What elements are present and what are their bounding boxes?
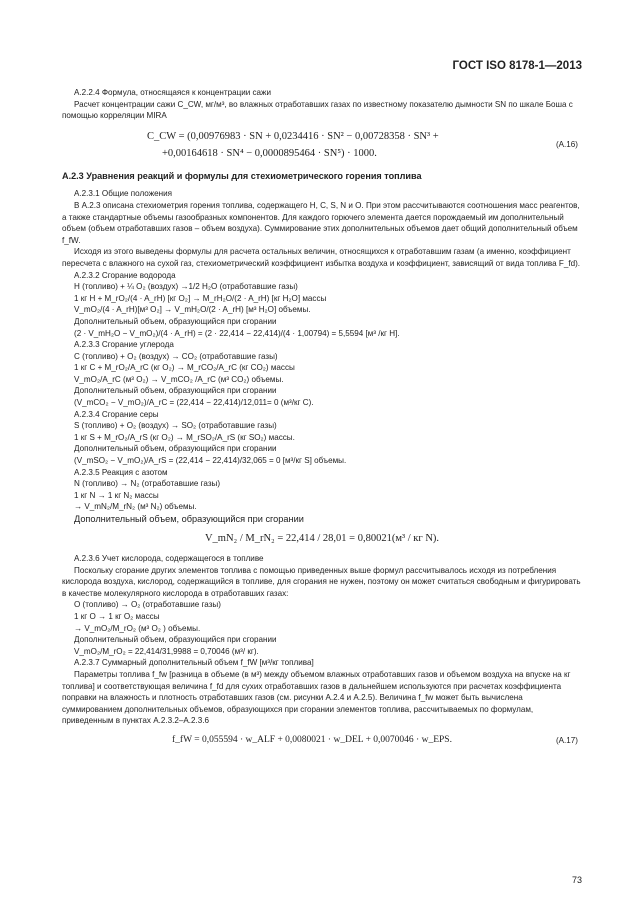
equation-line: 1 кг S + M_rO₂/A_rS (кг O₂) → M_rSO₂/A_rS (кг SO₂) массы. bbox=[74, 432, 295, 442]
paragraph: Расчет концентрации сажи C_CW, мг/м³, во влажных отработавших газах по известному показателю дымности SN по шкале Боша с помощью корреляции MIRA bbox=[62, 99, 573, 121]
equation-line: 1 кг H + M_rO₂/(4 · A_rH) [кг O₂] → M_rH₂O/(2 · A_rH) [кг H₂O] массы bbox=[74, 293, 327, 303]
subsection-title: A.2.3.7 Суммарный дополнительный объем f_fW [м³/кг топлива] bbox=[74, 658, 314, 668]
equation-line: → V_mO₂/M_rO₂ (м³ O₂ ) объемы. bbox=[74, 623, 201, 633]
paragraph: Параметры топлива f_fw [разница в объеме (в м³) между объемом влажных отработавших газов и объемом воздуха на впуске на кг топлива] и соответствующая величина f_fd для сухих отработавших газов в дальнейшем используются при расчетах коэффициента поправки на влажность и плотность отработавших газов (см. рисунки A.2.4 и A.2.5). Величина f_fw может быть вычислена суммированием дополнительных объемов, образующихся при сгорании элементов топлива, рассчитываемых по формулам, приведенным в пунктах A.2.3.2–A.2.3.6 bbox=[62, 669, 571, 726]
subsection-title: A.2.3.6 Учет кислорода, содержащегося в топливе bbox=[74, 554, 264, 563]
text-line: Дополнительный объем, образующийся при сгорании bbox=[74, 635, 277, 645]
page-number: 73 bbox=[571, 875, 582, 885]
equation-line: O (топливо) → O₂ (отработавшие газы) bbox=[74, 600, 221, 610]
text-line: Дополнительный объем, образующийся при сгорании bbox=[74, 386, 277, 396]
formula-ref: (A.16) bbox=[555, 139, 578, 149]
equation-line: C (топливо) + O₂ (воздух) → CO₂ (отработавшие газы) bbox=[74, 351, 278, 361]
formula-line: C_CW = (0,00976983 · SN + 0,0234416 · SN² − 0,00728358 · SN³ + bbox=[147, 130, 439, 142]
formula-a17 bbox=[62, 732, 582, 749]
subsection-title: A.2.3.5 Реакция с азотом bbox=[74, 467, 168, 477]
equation-line: S (топливо) + O₂ (воздух) → SO₂ (отработавшие газы) bbox=[74, 421, 277, 431]
formula-a16 bbox=[62, 128, 582, 162]
section-title: A.2.3 Уравнения реакций и формулы для стехиометрического горения топлива bbox=[62, 170, 422, 181]
equation-line: (V_mCO₂ − V_mO₂)/A_rC = (22,414 − 22,414)/12,011= 0 (м³/кг C). bbox=[74, 398, 314, 408]
equation-line: V_mO₂/(4 · A_rH)[м³ O₂] → V_mH₂O/(2 · A_rH) [м³ H₂O] объемы. bbox=[74, 305, 311, 315]
formula-nitrogen: V_mN₂ / M_rN₂ = 22,414 / 28,01 = 0,80021(м³ / кг N). bbox=[204, 533, 440, 544]
equation-line: V_mO₂/M_rO₂ = 22,414/31,9988 = 0,70046 (м³/ кг). bbox=[74, 646, 259, 656]
formula-line: +0,00164618 · SN⁴ − 0,0000895464 · SN⁵) · 1000. bbox=[162, 147, 377, 159]
equation-line: → V_mN₂/M_rN₂ (м³ N₂) объемы. bbox=[74, 502, 197, 512]
subsection-title: A.2.3.1 Общие положения bbox=[74, 189, 172, 199]
equation-line: 1 кг O → 1 кг O₂ массы bbox=[74, 611, 160, 621]
formula-line: f_fW = 0,055594 · w_ALF + 0,0080021 · w_DEL + 0,0070046 · w_EPS. bbox=[172, 734, 452, 745]
paragraph: В A.2.3 описана стехиометрия горения топлива, содержащего H, C, S, N и O. При этом рассчитываются соотношения масс реагентов, а также стандартные объемы газообразных компонентов. Для каждого горючего элемента дается порождаемый им дополнительный объем (объем отработавших газов – объем воздуха). Суммирование этих дополнительных объемов дает общий дополнительный объем f_fW. bbox=[62, 200, 580, 245]
page-body bbox=[62, 87, 582, 749]
equation-line: 1 кг C + M_rO₂/A_rC (кг O₂) → M_rCO₂/A_rC (кг CO₂) массы bbox=[74, 363, 295, 373]
equation-line: H (топливо) + ¼ O₂ (воздух) →1/2 H₂O (отработавшие газы) bbox=[74, 282, 298, 292]
subsection-title: A.2.3.3 Сгорание углерода bbox=[74, 340, 174, 350]
paragraph: Исходя из этого выведены формулы для расчета остальных величин, относящихся к отработавшим газам (а именно, коэффициент пересчета с влажного на сухой газ, стехиометрический коэффициент избытка воздуха и коэффициент, зависящий от вида топлива F_fd). bbox=[62, 247, 581, 268]
equation-line: 1 кг N → 1 кг N₂ массы bbox=[74, 490, 159, 500]
text-line: Дополнительный объем, образующийся при сгорании bbox=[74, 444, 277, 454]
text-line: Дополнительный объем, образующийся при сгорании bbox=[74, 514, 304, 524]
subsection-title: A.2.3.4 Сгорание серы bbox=[74, 409, 159, 419]
equation-line: (V_mSO₂ − V_mO₂)/A_rS = (22,414 − 22,414)/32,065 = 0 [м³/кг S] объемы. bbox=[74, 456, 347, 466]
paragraph: Поскольку сгорание других элементов топлива с помощью приведенных выше формул рассчитывалось исходя из потребления кислорода воздуха, кислород, содержащийся в топливе, для сгорания не нужен, поэтому он может считаться свободным и фигурировать в качестве молекулярного кислорода в отработавших газах: bbox=[62, 565, 581, 598]
text-line: Дополнительный объем, образующийся при сгорании bbox=[74, 316, 277, 326]
equation-line: V_mO₂/A_rC (м³ O₂) → V_mCO₂ /A_rC (м³ CO₂) объемы. bbox=[74, 374, 284, 384]
subsection-title: A.2.3.2 Сгорание водорода bbox=[74, 270, 176, 280]
subsection-title: A.2.2.4 Формула, относящаяся к концентрации сажи bbox=[74, 88, 271, 97]
formula-ref: (A.17) bbox=[555, 735, 578, 745]
equation-line: N (топливо) → N₂ (отработавшие газы) bbox=[74, 479, 221, 489]
equation-line: (2 · V_mH₂O − V_mO₂)/(4 · A_rH) = (2 · 22,414 − 22,414)/(4 · 1,00794) = 5,5594 [м³ /кг H]. bbox=[74, 328, 400, 338]
document-header: ГОСТ ISO 8178-1—2013 bbox=[452, 60, 582, 72]
